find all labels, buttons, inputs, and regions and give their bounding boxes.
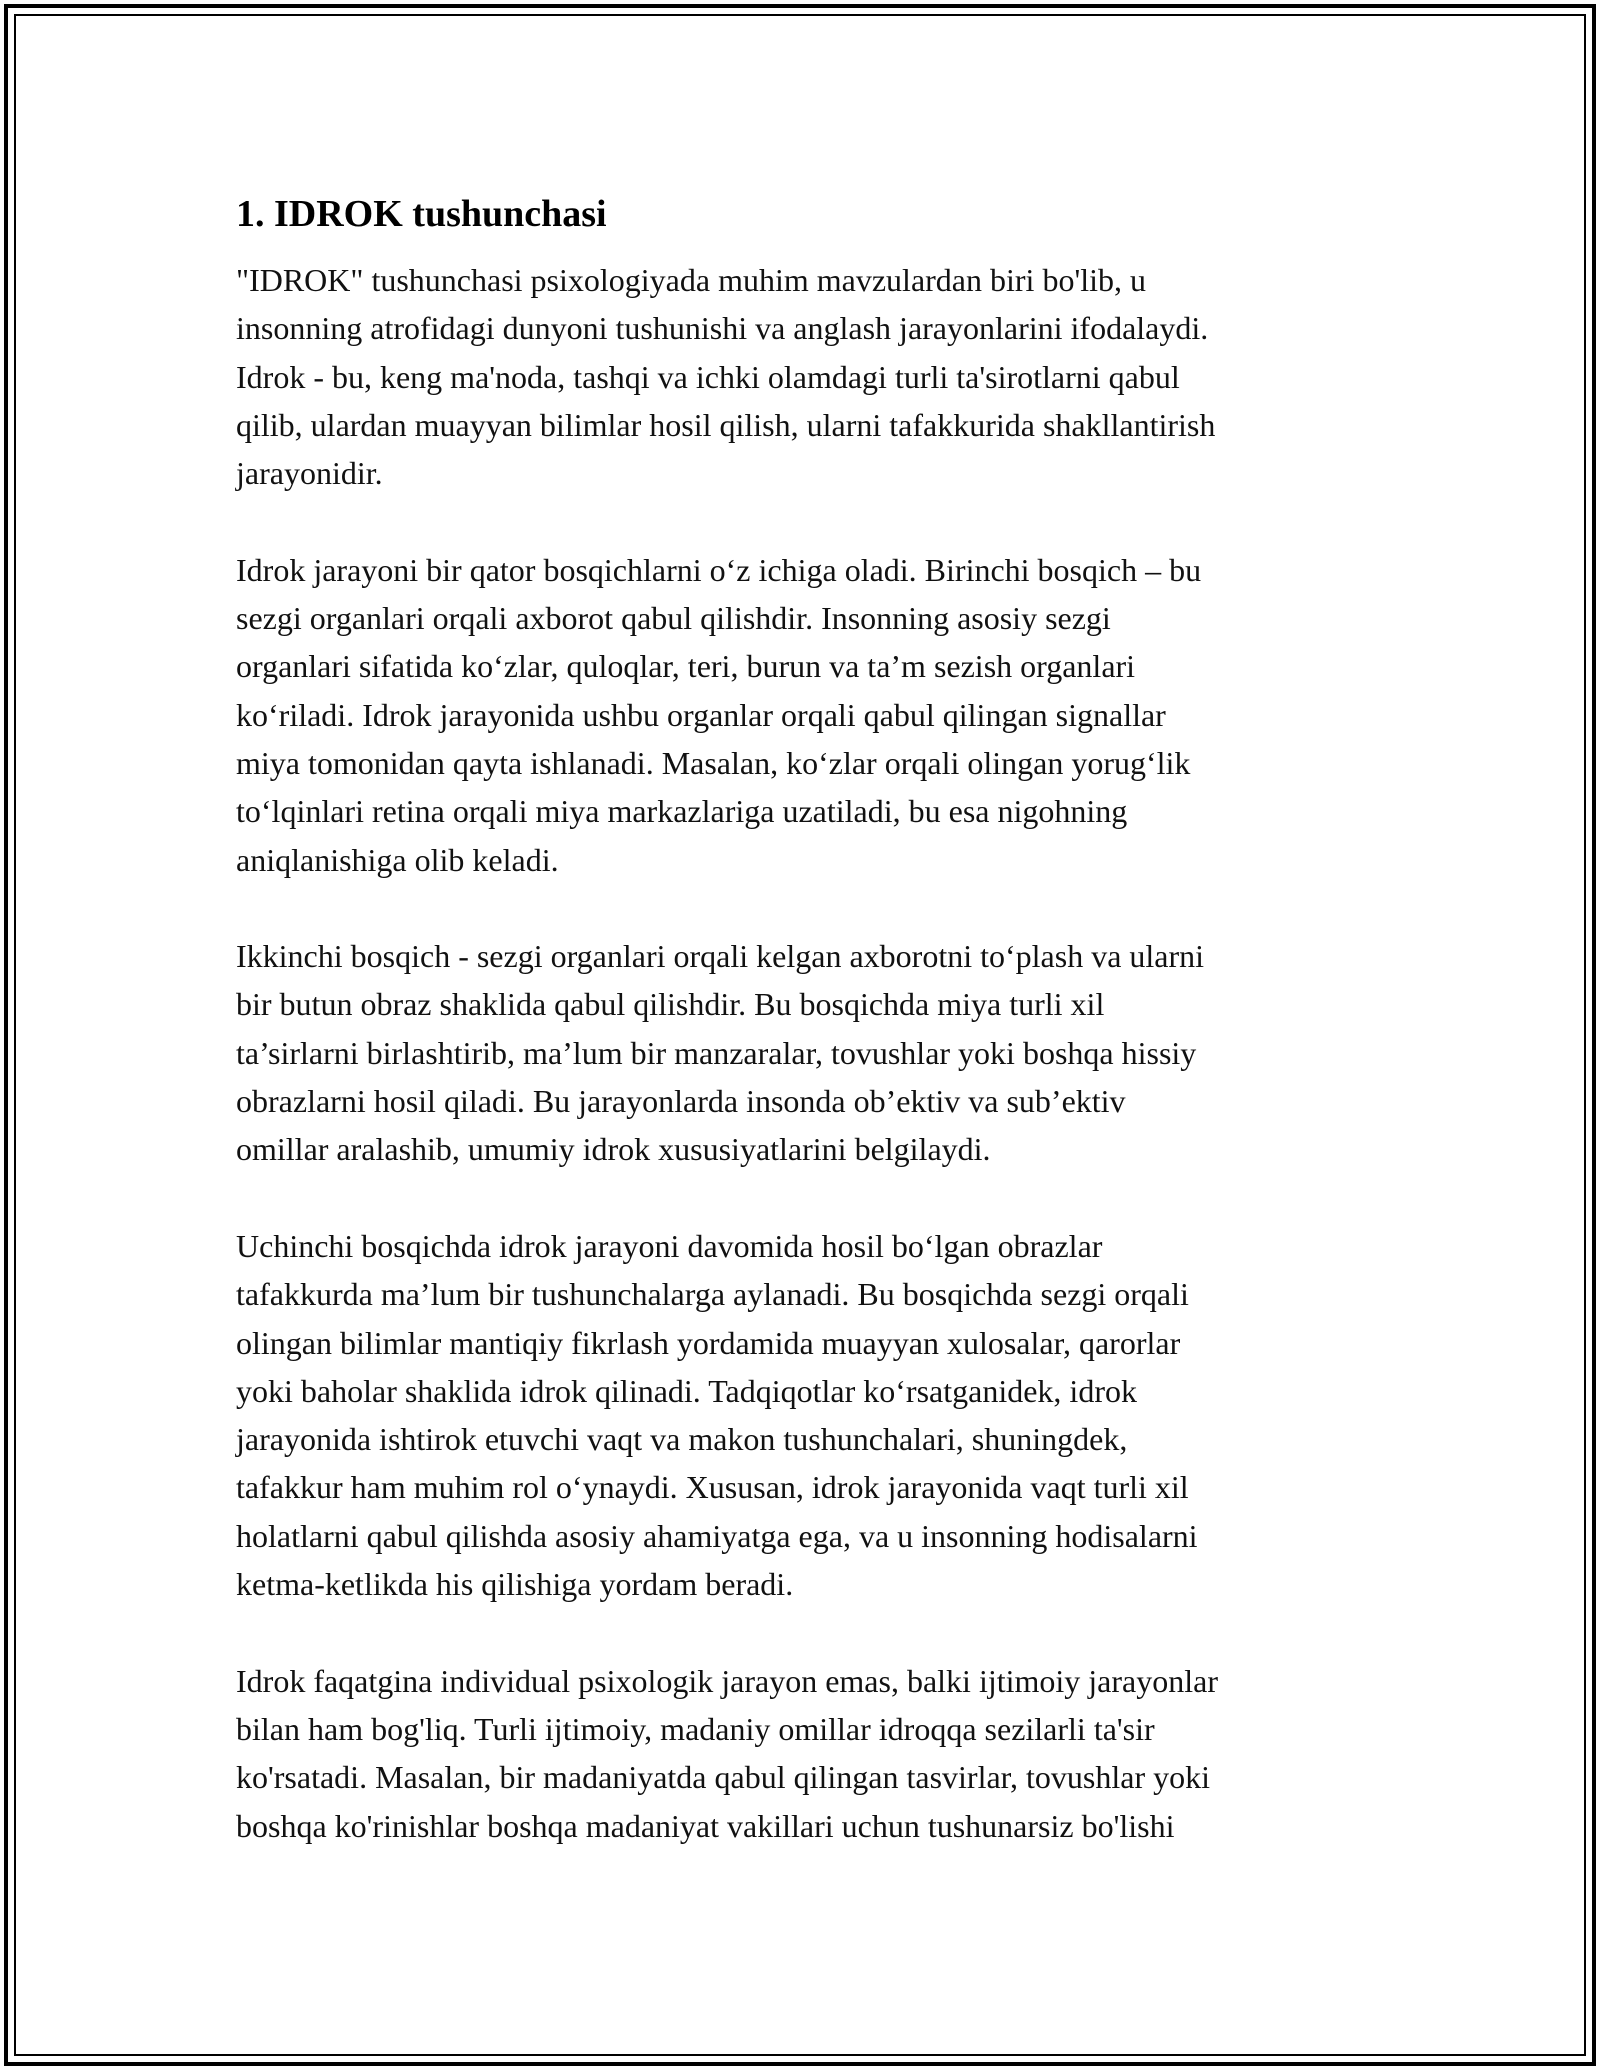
document-body (236, 186, 1366, 1898)
text-line: Idrok - bu, keng ma'noda, tashqi va ichki olamdagi turli ta'sirotlarni qabul (236, 358, 1180, 395)
text-line: jarayonida ishtirok etuvchi vaqt va makon tushunchalari, shuningdek, (236, 1421, 1128, 1458)
text-line: olingan bilimlar mantiqiy fikrlash yordamida muayyan xulosalar, qarorlar (236, 1324, 1181, 1361)
paragraph-2 (236, 546, 1366, 884)
text-line: organlari sifatida ko‘zlar, quloqlar, teri, burun va ta’m sezish organlari (236, 648, 1136, 685)
text-line: Idrok faqatgina individual psixologik jarayon emas, balki ijtimoiy jarayonlar (236, 1662, 1218, 1699)
paragraph-5 (236, 1657, 1366, 1850)
text-line: "IDROK" tushunchasi psixologiyada muhim mavzulardan biri bo'lib, u (236, 262, 1146, 298)
text-line: tafakkurda ma’lum bir tushunchalarga aylanadi. Bu bosqichda sezgi orqali (236, 1276, 1189, 1313)
text-line: boshqa ko'rinishlar boshqa madaniyat vakillari uchun tushunarsiz bo'lishi (236, 1807, 1175, 1844)
text-line: jarayonidir. (236, 455, 383, 492)
text-line: ko'rsatadi. Masalan, bir madaniyatda qabul qilingan tasvirlar, tovushlar yoki (236, 1759, 1211, 1796)
text-line: obrazlarni hosil qiladi. Bu jarayonlarda insonda ob’ektiv va sub’ektiv (236, 1083, 1126, 1120)
text-line: yoki baholar shaklida idrok qilinadi. Tadqiqotlar ko‘rsatganidek, idrok (236, 1372, 1137, 1409)
text-line: Ikkinchi bosqich - sezgi organlari orqali kelgan axborotni to‘plash va ularni (236, 938, 1205, 975)
text-line: ketma-ketlikda his qilishiga yordam beradi. (236, 1566, 794, 1603)
text-line: to‘lqinlari retina orqali miya markazlariga uzatiladi, bu esa nigohning (236, 793, 1128, 830)
text-line: Idrok jarayoni bir qator bosqichlarni o‘z ichiga oladi. Birinchi bosqich – bu (236, 551, 1202, 588)
text-line: ko‘riladi. Idrok jarayonida ushbu organlar orqali qabul qilingan signallar (236, 696, 1166, 733)
text-line: insonning atrofidagi dunyoni tushunishi va anglash jarayonlarini ifodalaydi. (236, 310, 1209, 347)
text-line: miya tomonidan qayta ishlanadi. Masalan, ko‘zlar orqali olingan yorug‘lik (236, 744, 1191, 781)
text-line: sezgi organlari orqali axborot qabul qilishdir. Insonning asosiy sezgi (236, 600, 1111, 637)
text-line: omillar aralashib, umumiy idrok xususiyatlarini belgilaydi. (236, 1131, 991, 1168)
paragraph-3 (236, 932, 1366, 1173)
text-line: bilan ham bog'liq. Turli ijtimoiy, madaniy omillar idroqqa sezilarli ta'sir (236, 1710, 1155, 1747)
text-line: ta’sirlarni birlashtirib, ma’lum bir manzaralar, tovushlar yoki boshqa hissiy (236, 1034, 1197, 1071)
text-line: aniqlanishiga olib keladi. (236, 841, 559, 878)
paragraph-4 (236, 1222, 1366, 1608)
text-line: holatlarni qabul qilishda asosiy ahamiyatga ega, va u insonning hodisalarni (236, 1517, 1198, 1554)
text-line: Uchinchi bosqichda idrok jarayoni davomida hosil bo‘lgan obrazlar (236, 1227, 1103, 1264)
text-line: bir butun obraz shaklida qabul qilishdir. Bu bosqichda miya turli xil (236, 986, 1105, 1023)
section-heading: 1. IDROK tushunchasi (236, 193, 607, 235)
paragraph-1 (236, 256, 1366, 497)
text-line: tafakkur ham muhim rol o‘ynaydi. Xususan, idrok jarayonida vaqt turli xil (236, 1469, 1189, 1506)
text-line: qilib, ulardan muayyan bilimlar hosil qilish, ularni tafakkurida shakllantirish (236, 406, 1216, 443)
